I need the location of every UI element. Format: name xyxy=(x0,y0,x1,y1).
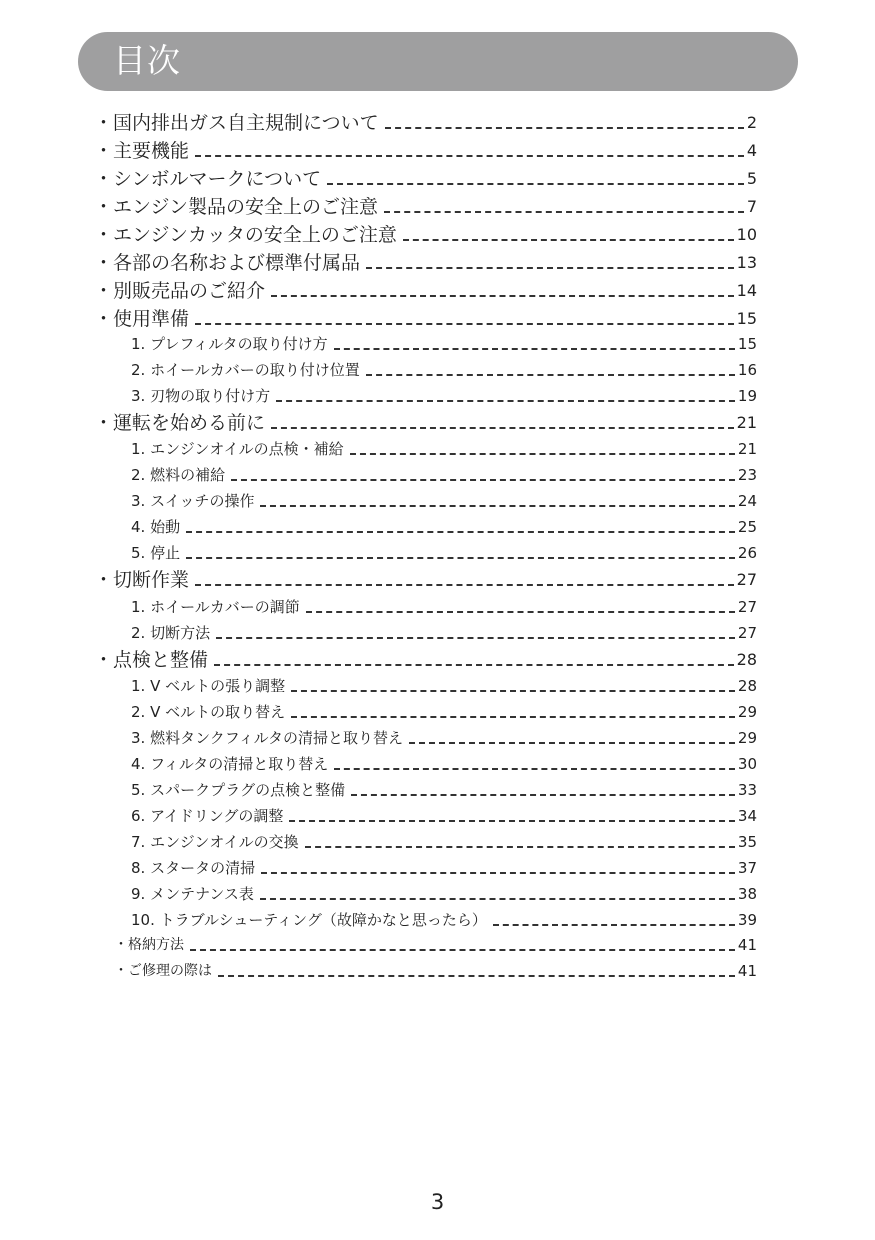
toc-subentry-page: 24 xyxy=(737,492,757,510)
toc-subentry-label: 10. トラブルシューティング（故障かなと思ったら） xyxy=(131,911,487,929)
toc-subentry-label: 6. アイドリングの調整 xyxy=(131,807,284,825)
toc-subentry-page: 23 xyxy=(737,466,757,484)
toc-subentry-page: 37 xyxy=(737,859,757,877)
toc-entry[interactable] xyxy=(94,194,757,220)
toc-subentry-label: 2. V ベルトの取り替え xyxy=(131,703,286,721)
toc-subentry-page: 15 xyxy=(737,335,757,353)
dot-leader xyxy=(195,323,734,325)
toc-entry-label: ・シンボルマークについて xyxy=(94,168,322,190)
dot-leader xyxy=(195,584,734,586)
toc-subentry[interactable] xyxy=(131,881,757,907)
toc-subentry-page: 38 xyxy=(737,885,757,903)
page-number: 3 xyxy=(430,1190,445,1214)
toc-subentry-page: 35 xyxy=(737,833,757,851)
toc-entry-small-label: ・ご修理の際は xyxy=(114,963,212,979)
dot-leader xyxy=(260,898,735,900)
toc-subentry[interactable] xyxy=(131,540,757,566)
toc-entry-small-label: ・格納方法 xyxy=(114,937,184,953)
dot-leader xyxy=(384,211,744,213)
toc-subentry-label: 4. 始動 xyxy=(131,518,181,536)
toc-entry-page: 27 xyxy=(736,570,757,589)
toc-subentry[interactable] xyxy=(131,777,757,803)
dot-leader xyxy=(260,505,734,507)
dot-leader xyxy=(350,453,735,455)
toc-subentry[interactable] xyxy=(131,907,757,933)
toc-entry-page: 15 xyxy=(736,309,757,328)
toc-subentry[interactable] xyxy=(131,751,757,777)
toc-subentry[interactable] xyxy=(131,594,757,620)
toc-subentry-page: 19 xyxy=(737,387,757,405)
dot-leader xyxy=(305,846,735,848)
toc-subentry[interactable] xyxy=(131,725,757,751)
toc-subentry-page: 33 xyxy=(737,781,757,799)
toc-entry[interactable] xyxy=(94,222,757,248)
toc-entry-page: 14 xyxy=(736,281,757,300)
toc-subentry[interactable] xyxy=(131,383,757,409)
dot-leader xyxy=(366,267,734,269)
toc-subentry[interactable] xyxy=(131,829,757,855)
toc-subentry[interactable] xyxy=(131,436,757,462)
toc-subentry[interactable] xyxy=(131,803,757,829)
dot-leader xyxy=(289,820,734,822)
toc-subentry-page: 21 xyxy=(737,440,757,458)
toc-entry-page: 4 xyxy=(746,141,757,160)
toc-entry-label: ・国内排出ガス自主規制について xyxy=(94,112,379,134)
dot-leader xyxy=(385,127,744,129)
toc-subentry[interactable] xyxy=(131,673,757,699)
toc-entry[interactable] xyxy=(94,306,757,332)
toc-subentry-label: 8. スタータの清掃 xyxy=(131,859,256,877)
toc-subentry-page: 27 xyxy=(737,598,757,616)
toc-subentry-page: 34 xyxy=(737,807,757,825)
dot-leader xyxy=(218,975,735,977)
toc-entry[interactable] xyxy=(94,138,757,164)
dot-leader xyxy=(409,742,735,744)
toc-subentry[interactable] xyxy=(131,699,757,725)
dot-leader xyxy=(214,664,734,666)
dot-leader xyxy=(186,557,735,559)
toc-subentry-label: 5. 停止 xyxy=(131,544,181,562)
toc-entry-label: ・主要機能 xyxy=(94,140,190,162)
toc-subentry-page: 28 xyxy=(737,677,757,695)
toc-entry-page: 2 xyxy=(746,113,757,132)
toc-entry-label: ・運転を始める前に xyxy=(94,412,266,434)
toc-subentry-label: 3. 燃料タンクフィルタの清掃と取り替え xyxy=(131,729,403,747)
dot-leader xyxy=(276,400,735,402)
toc-subentry-page: 30 xyxy=(737,755,757,773)
toc-entry[interactable] xyxy=(94,278,757,304)
toc-subentry-label: 3. 刃物の取り付け方 xyxy=(131,387,271,405)
toc-subentry-label: 1. V ベルトの張り調整 xyxy=(131,677,286,695)
dot-leader xyxy=(271,295,734,297)
toc-subentry[interactable] xyxy=(131,462,757,488)
dot-leader xyxy=(291,716,735,718)
toc-subentry-page: 27 xyxy=(737,624,757,642)
toc-entry-page: 13 xyxy=(736,253,757,272)
toc-entry-small-page: 41 xyxy=(737,962,757,980)
toc-subentry[interactable] xyxy=(131,514,757,540)
dot-leader xyxy=(403,239,734,241)
toc-subentry-page: 16 xyxy=(737,361,757,379)
toc-subentry-label: 2. 燃料の補給 xyxy=(131,466,226,484)
toc-subentry-label: 7. エンジンオイルの交換 xyxy=(131,833,299,851)
toc-entry[interactable] xyxy=(94,567,757,593)
toc-subentry-page: 29 xyxy=(737,729,757,747)
toc-entry-label: ・エンジンカッタの安全上のご注意 xyxy=(94,224,397,246)
toc-subentry-label: 3. スイッチの操作 xyxy=(131,492,255,510)
dot-leader xyxy=(366,374,735,376)
toc-entry-label: ・切断作業 xyxy=(94,569,190,591)
toc-subentry-page: 39 xyxy=(737,911,757,929)
toc-subentry-label: 1. ホイールカバーの調節 xyxy=(131,598,300,616)
dot-leader xyxy=(186,531,735,533)
toc-entry-page: 21 xyxy=(736,413,757,432)
dot-leader xyxy=(216,637,735,639)
toc-subentry-label: 5. スパークプラグの点検と整備 xyxy=(131,781,346,799)
dot-leader xyxy=(195,155,744,157)
dot-leader xyxy=(231,479,735,481)
toc-entry[interactable] xyxy=(94,166,757,192)
toc-entry-page: 5 xyxy=(746,169,757,188)
dot-leader xyxy=(334,768,735,770)
dot-leader xyxy=(327,183,744,185)
toc-entry-small-page: 41 xyxy=(737,936,757,954)
toc-subentry-page: 29 xyxy=(737,703,757,721)
toc-subentry-label: 4. フィルタの清掃と取り替え xyxy=(131,755,329,773)
toc-subentry-label: 1. エンジンオイルの点検・補給 xyxy=(131,440,344,458)
toc-entry-small[interactable] xyxy=(114,932,757,958)
toc-subentry-label: 1. プレフィルタの取り付け方 xyxy=(131,335,328,353)
dot-leader xyxy=(190,949,735,951)
toc-entry[interactable] xyxy=(94,110,757,136)
toc-subentry[interactable] xyxy=(131,331,757,357)
dot-leader xyxy=(493,924,735,926)
toc-subentry[interactable] xyxy=(131,855,757,881)
dot-leader xyxy=(334,348,735,350)
toc-entry-page: 10 xyxy=(736,225,757,244)
dot-leader xyxy=(261,872,735,874)
toc-subentry-label: 9. メンテナンス表 xyxy=(131,885,254,903)
dot-leader xyxy=(291,690,735,692)
toc-entry[interactable] xyxy=(94,410,757,436)
toc-entry-label: ・エンジン製品の安全上のご注意 xyxy=(94,196,379,218)
toc-subentry-label: 2. 切断方法 xyxy=(131,624,211,642)
toc-entry-label: ・使用準備 xyxy=(94,308,190,330)
toc-subentry[interactable] xyxy=(131,488,757,514)
toc-entry-page: 7 xyxy=(746,197,757,216)
toc-subentry[interactable] xyxy=(131,357,757,383)
toc-entry[interactable] xyxy=(94,250,757,276)
toc-subentry-page: 26 xyxy=(737,544,757,562)
toc-subentry-label: 2. ホイールカバーの取り付け位置 xyxy=(131,361,360,379)
page-title: 目次 xyxy=(113,41,181,80)
dot-leader xyxy=(351,794,735,796)
toc-entry[interactable] xyxy=(94,647,757,673)
toc-entry-page: 28 xyxy=(736,650,757,669)
dot-leader xyxy=(271,427,734,429)
dot-leader xyxy=(306,611,735,613)
toc-entry-label: ・各部の名称および標準付属品 xyxy=(94,252,361,274)
toc-subentry[interactable] xyxy=(131,620,757,646)
toc-entry-small[interactable] xyxy=(114,958,757,984)
toc-entry-label: ・別販売品のご紹介 xyxy=(94,280,266,302)
toc-entry-label: ・点検と整備 xyxy=(94,649,209,671)
toc-subentry-page: 25 xyxy=(737,518,757,536)
